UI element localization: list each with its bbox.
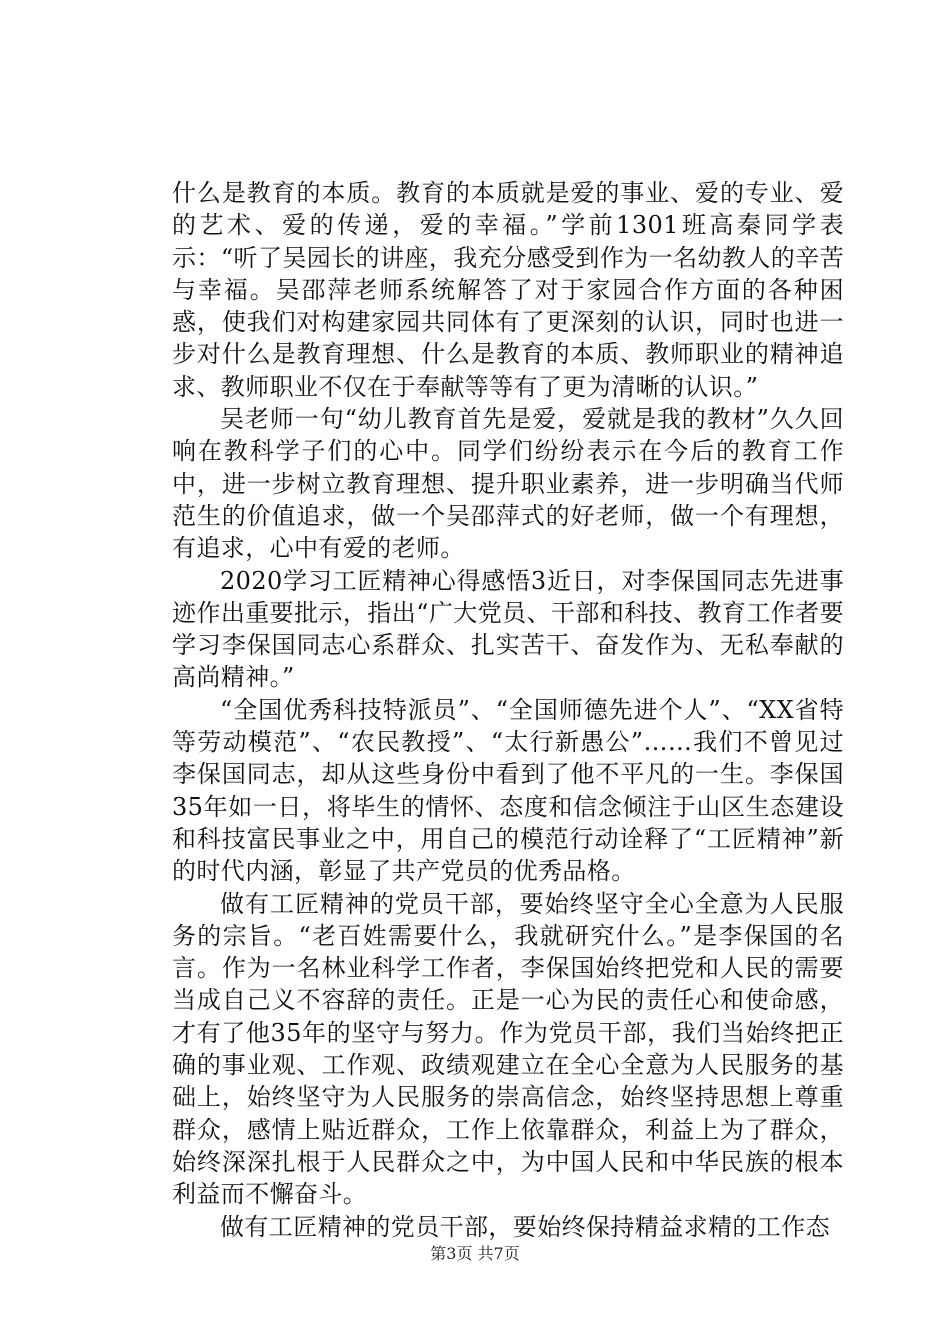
paragraph: 吴老师一句“幼儿教育首先是爱，爱就是我的教材”久久回响在教科学子们的心中。同学们纷纷表示在今后的教育工作中，进一步树立教育理想、提升职业素养，进一步明确当代师范生的价值追求，做一个吴邵萍式的好老师，做一个有理想，有追求，心中有爱的老师。 <box>172 405 844 563</box>
page-number-footer: 第3页 共7页 <box>430 1244 520 1263</box>
paragraph-continued: 什么是教育的本质。教育的本质就是爱的事业、爱的专业、爱的艺术、爱的传递，爱的幸福。”学前1301班高秦同学表示：“听了吴园长的讲座，我充分感受到作为一名幼教人的辛苦与幸福。吴邵萍老师系统解答了对于家园合作方面的各种困惑，使我们对构建家园共同体有了更深刻的认识，同时也进一步对什么是教育理想、什么是教育的本质、教师职业的精神追求、教师职业不仅在于奉献等等有了更为清晰的认识。” <box>172 179 844 401</box>
document-body <box>172 177 844 1243</box>
paragraph-truncated: 做有工匠精神的党员干部，要始终保持精益求精的工作态 <box>220 1212 830 1241</box>
paragraph: “全国优秀科技特派员”、“全国师德先进个人”、“XX省特等劳动模范”、“农民教授”、“太行新愚公”……我们不曾见过李保国同志，却从这些身份中看到了他不平凡的一生。李保国35年如一日，将毕生的情怀、态度和信念倾注于山区生态建设和科技富民事业之中，用自己的模范行动诠释了“工匠精神”新的时代内涵，彰显了共产党员的优秀品格。 <box>172 695 844 886</box>
paragraph: 2020学习工匠精神心得感悟3近日，对李保国同志先进事迹作出重要批示，指出“广大党员、干部和科技、教育工作者要学习李保国同志心系群众、扎实苦干、奋发作为、无私奉献的高尚精神。” <box>172 566 844 692</box>
paragraph: 做有工匠精神的党员干部，要始终坚守全心全意为人民服务的宗旨。“老百姓需要什么，我就研究什么。”是李保国的名言。作为一名林业科学工作者，李保国始终把党和人民的需要当成自己义不容辞的责任。正是一心为民的责任心和使命感，才有了他35年的坚守与努力。作为党员干部，我们当始终把正确的事业观、工作观、政绩观建立在全心全意为人民服务的基础上，始终坚守为人民服务的崇高信念，始终坚持思想上尊重群众，感情上贴近群众，工作上依靠群众，利益上为了群众，始终深深扎根于人民群众之中，为中国人民和中华民族的根本利益而不懈奋斗。 <box>172 889 844 1209</box>
